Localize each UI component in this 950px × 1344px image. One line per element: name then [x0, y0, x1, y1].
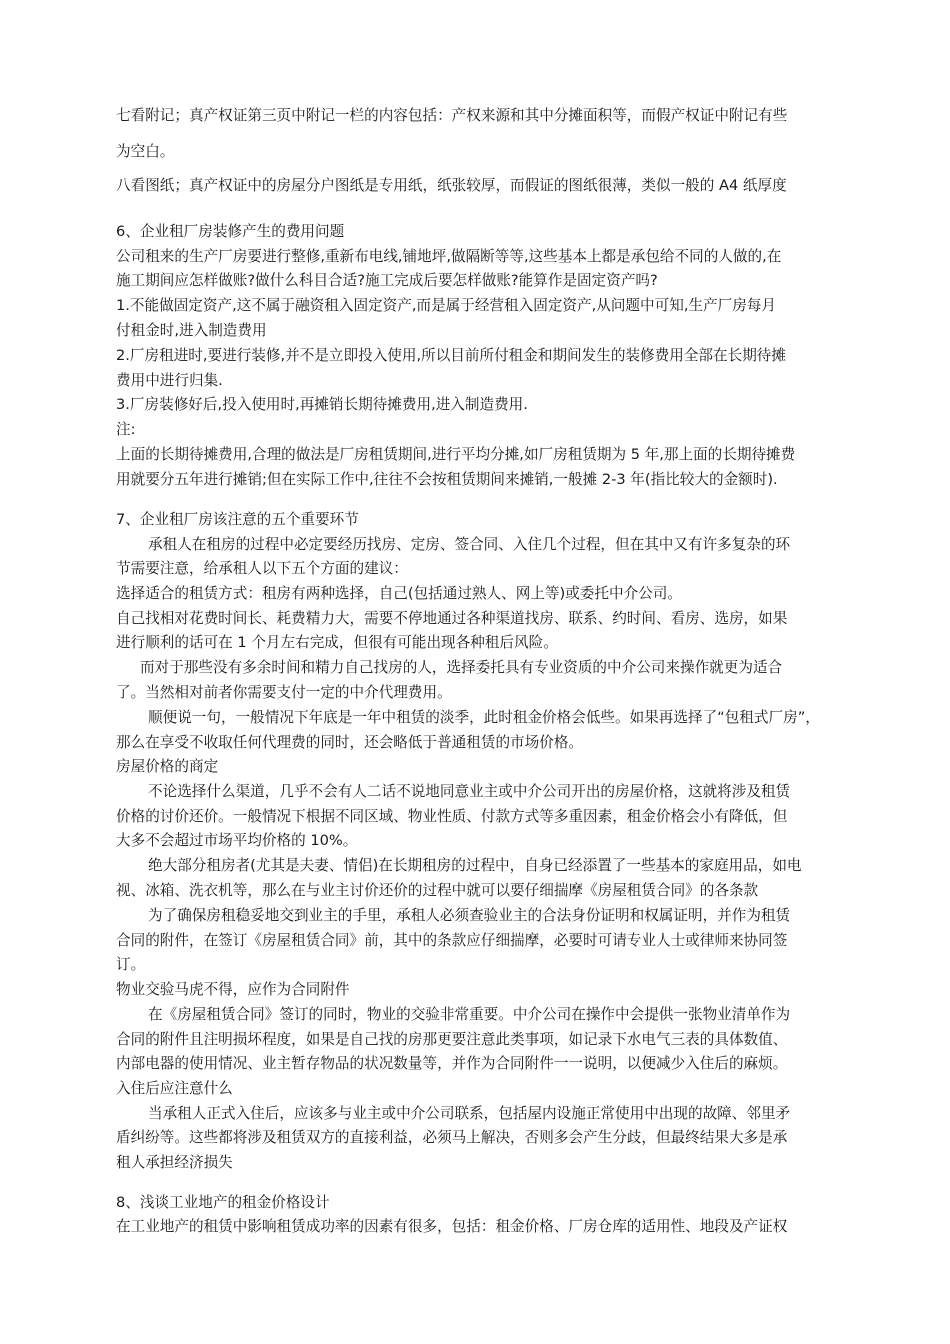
text-line: 合同的附件，在签订《房屋租赁合同》前，其中的条款应仔细揣摩，必要时可请专业人士或律师来协同签	[116, 932, 788, 949]
text-line: 视、冰箱、洗衣机等，那么在与业主讨价还价的过程中就可以要仔细揣摩《房屋租赁合同》的各条款	[116, 882, 759, 899]
text-line: 价格的讨价还价。一般情况下根据不同区域、物业性质、付款方式等多重因素，租金价格会小有降低，但	[116, 808, 788, 825]
text-line: 在工业地产的租赁中影响租赁成功率的因素有很多，包括：租金价格、厂房仓库的适用性、地段及产证权	[116, 1218, 788, 1235]
text-line: 节需要注意，给承租人以下五个方面的建议：	[116, 560, 408, 577]
text-line: 选择适合的租赁方式：租房有两种选择，自己(包括通过熟人、网上等)或委托中介公司。	[116, 585, 682, 602]
text-line: 租人承担经济损失	[116, 1154, 233, 1171]
text-line: 订。	[116, 956, 146, 973]
text-line: 3.厂房装修好后,投入使用时,再摊销长期待摊费用,进入制造费用.	[116, 396, 528, 413]
text-line: 施工期间应怎样做账?做什么科目合适?施工完成后要怎样做账?能算作是固定资产吗?	[116, 272, 658, 289]
text-line: 那么在享受不收取任何代理费的同时，还会略低于普通租赁的市场价格。	[116, 734, 584, 751]
section-heading: 7、企业租厂房该注意的五个重要环节	[116, 511, 359, 528]
text-line: 公司租来的生产厂房要进行整修,重新布电线,铺地坪,做隔断等等,这些基本上都是承包给不同的人做的,在	[116, 248, 782, 265]
text-line: 承租人在租房的过程中必定要经历找房、定房、签合同、入住几个过程，但在其中又有许多复杂的环	[148, 536, 791, 553]
text-line: 为了确保房租稳妥地交到业主的手里，承租人必须查验业主的合法身份证明和权属证明，并作为租赁	[148, 907, 791, 924]
text-line: 进行顺利的话可在 1 个月左右完成，但很有可能出现各种租后风险。	[116, 634, 558, 651]
text-line: 在《房屋租赁合同》签订的同时，物业的交验非常重要。中介公司在操作中会提供一张物业清单作为	[148, 1006, 791, 1023]
section-heading: 8、浅谈工业地产的租金价格设计	[116, 1194, 330, 1211]
text-line: 2.厂房租进时,要进行装修,并不是立即投入使用,所以目前所付租金和期间发生的装修费用全部在长期待摊	[116, 347, 786, 364]
text-line: 顺便说一句，一般情况下年底是一年中租赁的淡季，此时租金价格会低些。如果再选择了“包租式厂房”，	[148, 709, 820, 726]
subheading: 入住后应注意什么	[116, 1080, 233, 1097]
text-line: 八看图纸；真产权证中的房屋分户图纸是专用纸，纸张较厚，而假证的图纸很薄，类似一般的 A4 纸厚度	[116, 177, 787, 194]
text-line: 费用中进行归集.	[116, 372, 223, 389]
text-line: 了。当然相对前者你需要支付一定的中介代理费用。	[116, 684, 452, 701]
text-line: 付租金时,进入制造费用	[116, 322, 267, 339]
text-line: 不论选择什么渠道，几乎不会有人二话不说地同意业主或中介公司开出的房屋价格，这就将涉及租赁	[148, 783, 791, 800]
section-heading: 6、企业租厂房装修产生的费用问题	[116, 223, 345, 240]
text-line: 当承租人正式入住后，应该多与业主或中介公司联系，包括屋内设施正常使用中出现的故障、邻里矛	[148, 1105, 791, 1122]
text-line: 注:	[116, 421, 136, 438]
text-line: 内部电器的使用情况、业主暂存物品的状况数量等，并作为合同附件一一说明，以便减少入住后的麻烦。	[116, 1055, 788, 1072]
text-line: 而对于那些没有多余时间和精力自己找房的人，选择委托具有专业资质的中介公司来操作就更为适合	[140, 659, 783, 676]
text-line: 绝大部分租房者(尤其是夫妻、情侣)在长期租房的过程中，自身已经添置了一些基本的家庭用品，如电	[148, 857, 802, 874]
text-line: 自己找相对花费时间长、耗费精力大，需要不停地通过各种渠道找房、联系、约时间、看房、选房，如果	[116, 610, 788, 627]
text-line: 七看附记；真产权证第三页中附记一栏的内容包括：产权来源和其中分摊面积等，而假产权证中附记有些	[116, 107, 788, 124]
text-line: 上面的长期待摊费用,合理的做法是厂房租赁期间,进行平均分摊,如厂房租赁期为 5 年,那上面的长期待摊费	[116, 446, 796, 463]
text-line: 合同的附件且注明损坏程度，如果是自己找的房那更要注意此类事项，如记录下水电气三表的具体数值、	[116, 1031, 788, 1048]
text-line: 1.不能做固定资产,这不属于融资租入固定资产,而是属于经营租入固定资产,从问题中可知,生产厂房每月	[116, 297, 777, 314]
subheading: 物业交验马虎不得，应作为合同附件	[116, 981, 350, 998]
text-line: 为空白。	[116, 143, 175, 160]
text-line: 大多不会超过市场平均价格的 10%。	[116, 832, 358, 849]
text-line: 用就要分五年进行摊销;但在实际工作中,往往不会按租赁期间来摊销,一般摊 2-3 年(指比较大的金额时).	[116, 471, 778, 488]
subheading: 房屋价格的商定	[116, 758, 219, 775]
text-line: 盾纠纷等。这些都将涉及租赁双方的直接利益，必须马上解决，否则多会产生分歧，但最终结果大多是承	[116, 1129, 788, 1146]
